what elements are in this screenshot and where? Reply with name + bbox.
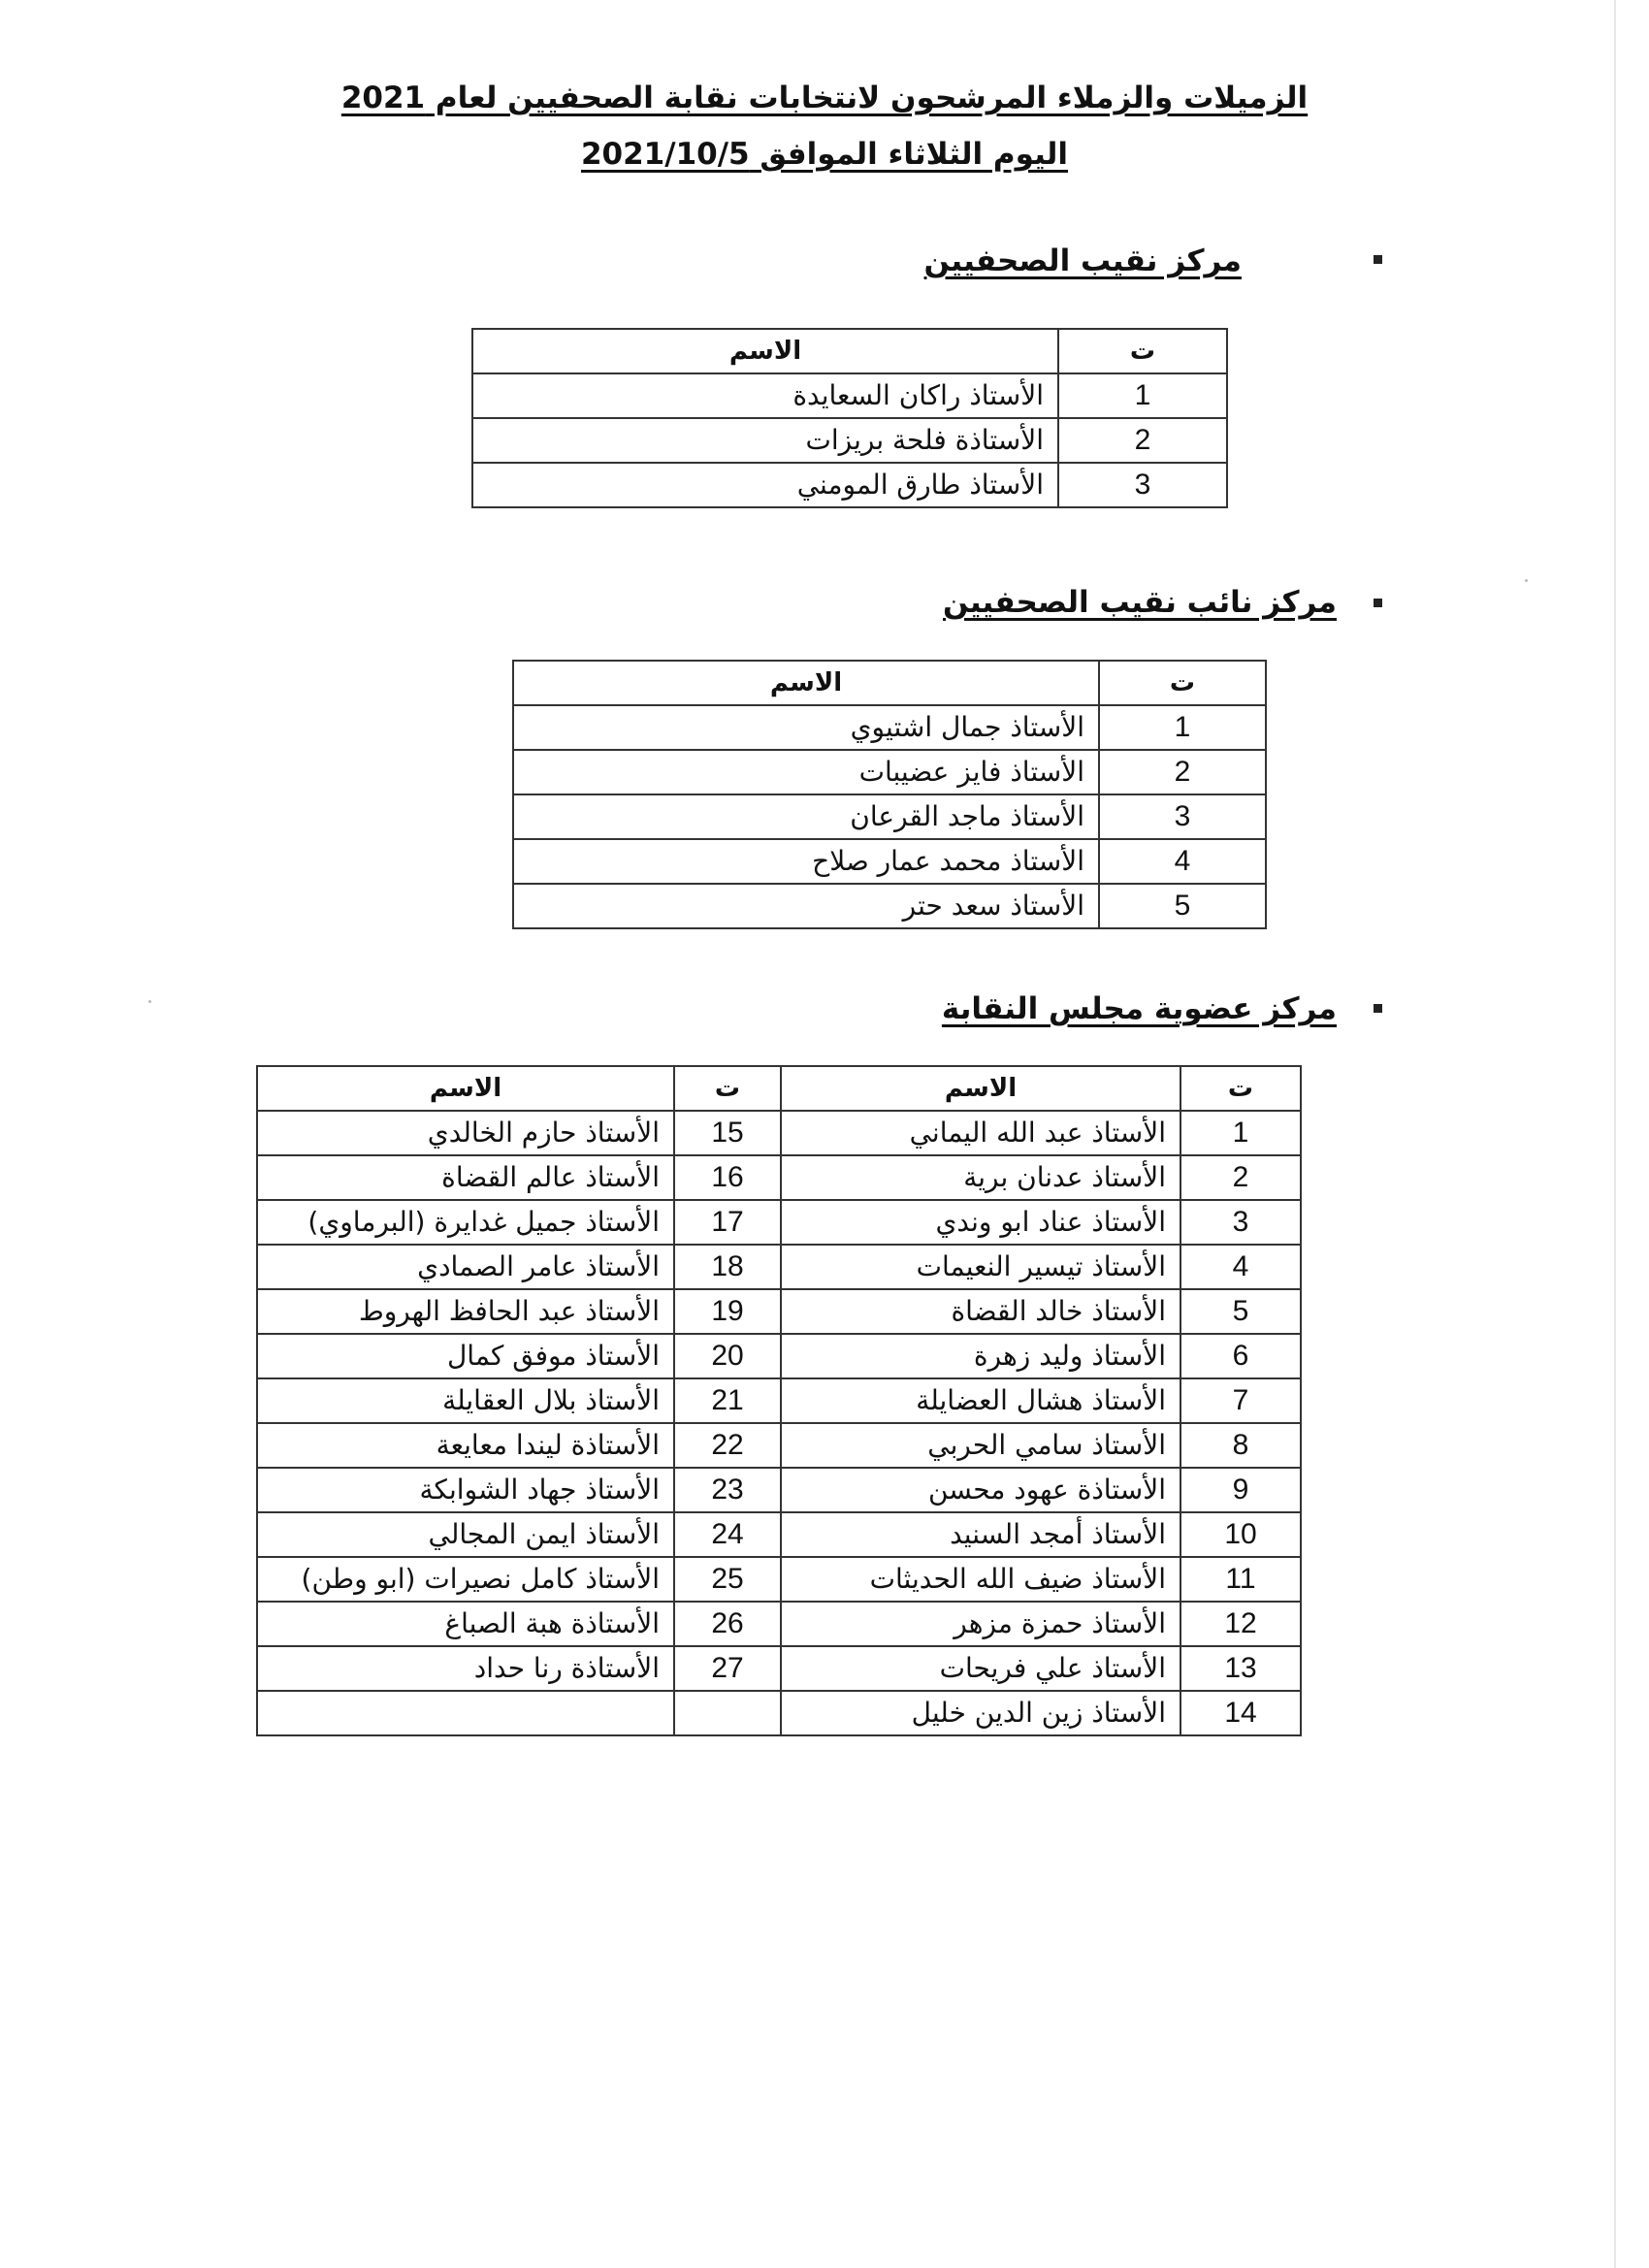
candidate-name: الأستاذ تيسير النعيمات [781,1245,1180,1289]
row-number: 19 [674,1289,781,1334]
candidate-name: الأستاذ ماجد القرعان [513,794,1099,839]
row-number: 18 [674,1245,781,1289]
candidate-name: الأستاذة رنا حداد [257,1646,674,1691]
table-row [257,1111,1301,1155]
row-number: 6 [1180,1334,1301,1378]
row-number: 16 [674,1155,781,1200]
row-number: 10 [1180,1512,1301,1557]
section1-table [471,328,1228,508]
table-row [257,1200,1301,1245]
candidate-name: الأستاذ طارق المومني [472,463,1058,507]
row-number: 4 [1180,1245,1301,1289]
candidate-name [257,1691,674,1735]
document-date: اليوم الثلاثاء الموافق 2021/10/5 [580,137,1069,172]
row-number: 27 [674,1646,781,1691]
table-row [513,884,1266,928]
candidate-name: الأستاذ حمزة مزهر [781,1602,1180,1646]
row-number: 5 [1099,884,1266,928]
candidate-name: الأستاذ عبد الحافظ الهروط [257,1289,674,1334]
candidate-name: الأستاذ هشال العضايلة [781,1378,1180,1423]
row-number: 1 [1099,705,1266,750]
table-row [257,1512,1301,1557]
column-header-number: ت [1180,1066,1301,1111]
column-header-name: الاسم [472,329,1058,373]
row-number: 1 [1180,1111,1301,1155]
section2-heading: مركز نائب نقيب الصحفيين [943,585,1337,620]
table-row [513,750,1266,794]
row-number: 13 [1180,1646,1301,1691]
row-number: 23 [674,1468,781,1512]
candidate-name: الأستاذ ضيف الله الحديثات [781,1557,1180,1602]
candidate-name: الأستاذ كامل نصيرات (ابو وطن) [257,1557,674,1602]
row-number: 14 [1180,1691,1301,1735]
candidate-name: الأستاذ عبد الله اليماني [781,1111,1180,1155]
section2-bullet [1374,599,1382,607]
row-number: 25 [674,1557,781,1602]
row-number: 3 [1099,794,1266,839]
row-number: 5 [1180,1289,1301,1334]
column-header-number: ت [674,1066,781,1111]
column-header-name: الاسم [781,1066,1180,1111]
table-row [257,1557,1301,1602]
candidate-name: الأستاذ سامي الحربي [781,1423,1180,1468]
candidate-name: الأستاذ خالد القضاة [781,1289,1180,1334]
row-number: 12 [1180,1602,1301,1646]
candidate-name: الأستاذ جمال اشتيوي [513,705,1099,750]
scan-edge-line [1614,0,1616,2268]
row-number: 11 [1180,1557,1301,1602]
section1-heading: مركز نقيب الصحفيين [923,243,1242,278]
row-number: 2 [1058,418,1227,463]
table-row [257,1155,1301,1200]
candidate-name: الأستاذ بلال العقايلة [257,1378,674,1423]
row-number: 3 [1058,463,1227,507]
column-header-name: الاسم [257,1066,674,1111]
candidate-name: الأستاذ راكان السعايدة [472,373,1058,418]
row-number: 4 [1099,839,1266,884]
table-row [513,705,1266,750]
row-number [674,1691,781,1735]
row-number: 7 [1180,1378,1301,1423]
row-number: 9 [1180,1468,1301,1512]
candidate-name: الأستاذ عدنان برية [781,1155,1180,1200]
candidate-name: الأستاذ زين الدين خليل [781,1691,1180,1735]
column-header-number: ت [1099,661,1266,705]
row-number: 21 [674,1378,781,1423]
row-number: 20 [674,1334,781,1378]
row-number: 26 [674,1602,781,1646]
table-row [257,1245,1301,1289]
row-number: 1 [1058,373,1227,418]
row-number: 15 [674,1111,781,1155]
table-row [513,839,1266,884]
row-number: 3 [1180,1200,1301,1245]
row-number: 17 [674,1200,781,1245]
section3-heading: مركز عضوية مجلس النقابة [941,991,1337,1026]
section3-table-body [257,1111,1301,1735]
table-row [257,1289,1301,1334]
row-number: 8 [1180,1423,1301,1468]
section3-bullet [1374,1004,1382,1013]
candidate-name: الأستاذ حازم الخالدي [257,1111,674,1155]
candidate-name: الأستاذة عهود محسن [781,1468,1180,1512]
row-number: 2 [1099,750,1266,794]
column-header-name: الاسم [513,661,1099,705]
candidate-name: الأستاذ أمجد السنيد [781,1512,1180,1557]
table-row [257,1691,1301,1735]
table-row [513,794,1266,839]
candidate-name: الأستاذ جميل غدايرة (البرماوي) [257,1200,674,1245]
row-number: 2 [1180,1155,1301,1200]
table-header-row [472,329,1227,373]
row-number: 24 [674,1512,781,1557]
table-row [472,463,1227,507]
candidate-name: الأستاذ محمد عمار صلاح [513,839,1099,884]
candidate-name: الأستاذ سعد حتر [513,884,1099,928]
section1-bullet [1374,255,1382,264]
table-row [472,418,1227,463]
candidate-name: الأستاذ عالم القضاة [257,1155,674,1200]
candidate-name: الأستاذ جهاد الشوابكة [257,1468,674,1512]
section3-table [256,1065,1302,1736]
candidate-name: الأستاذ علي فريحات [781,1646,1180,1691]
row-number: 22 [674,1423,781,1468]
table-row [257,1646,1301,1691]
candidate-name: الأستاذ ايمن المجالي [257,1512,674,1557]
document-title: الزميلات والزملاء المرشحون لانتخابات نقابة الصحفيين لعام 2021 [340,81,1309,115]
candidate-name: الأستاذ عناد ابو وندي [781,1200,1180,1245]
candidate-name: الأستاذ فايز عضيبات [513,750,1099,794]
table-row [257,1423,1301,1468]
table-row [257,1378,1301,1423]
scan-speck [1525,579,1528,582]
table-header-row [513,661,1266,705]
scan-speck [148,1000,151,1003]
candidate-name: الأستاذ وليد زهرة [781,1334,1180,1378]
table-header-row [257,1066,1301,1111]
candidate-name: الأستاذ عامر الصمادي [257,1245,674,1289]
table-row [257,1334,1301,1378]
table-row [472,373,1227,418]
candidate-name: الأستاذة هبة الصباغ [257,1602,674,1646]
candidate-name: الأستاذة فلحة بريزات [472,418,1058,463]
table-row [257,1468,1301,1512]
column-header-number: ت [1058,329,1227,373]
table-row [257,1602,1301,1646]
candidate-name: الأستاذة ليندا معايعة [257,1423,674,1468]
section2-table [512,660,1267,929]
candidate-name: الأستاذ موفق كمال [257,1334,674,1378]
